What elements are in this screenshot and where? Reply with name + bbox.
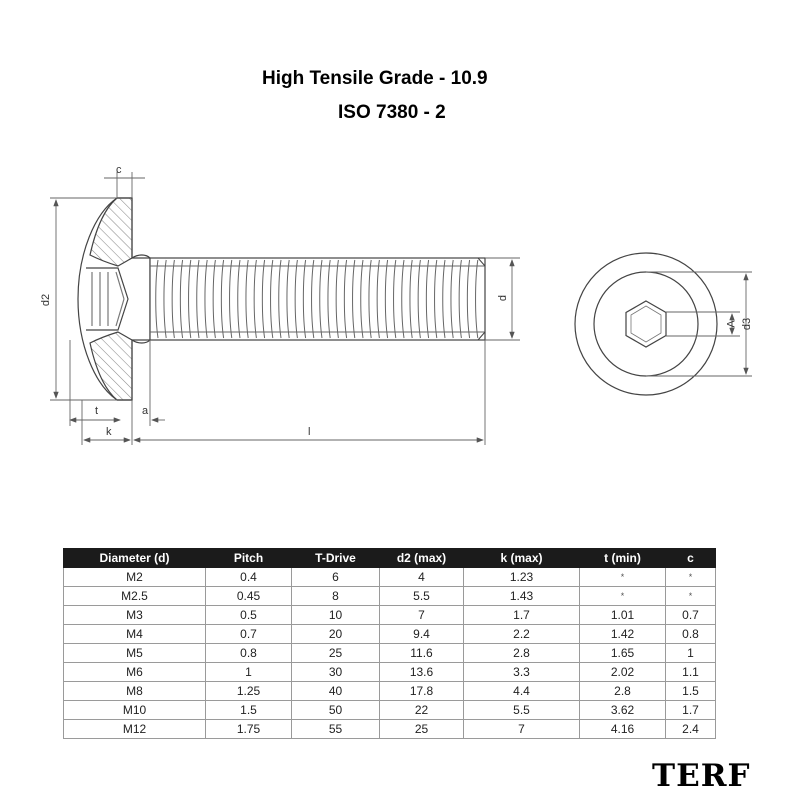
table-cell: 6 [292, 568, 380, 587]
brand-logo: TERF [652, 758, 751, 794]
table-cell: 50 [292, 701, 380, 720]
table-cell: 11.6 [380, 644, 464, 663]
table-cell: 1.01 [580, 606, 666, 625]
table-cell: 0.7 [206, 625, 292, 644]
table-cell: 2.8 [580, 682, 666, 701]
table-cell: 1.1 [666, 663, 716, 682]
table-cell: 7 [464, 720, 580, 739]
table-cell: M5 [64, 644, 206, 663]
table-cell: 25 [380, 720, 464, 739]
table-cell: 0.8 [666, 625, 716, 644]
column-header: Diameter (d) [64, 549, 206, 568]
table-row [64, 720, 716, 739]
column-header: T-Drive [292, 549, 380, 568]
dim-label-A: A [725, 320, 738, 328]
table-cell: * [580, 587, 666, 606]
table-cell: 5.5 [380, 587, 464, 606]
table-cell: 17.8 [380, 682, 464, 701]
table-cell: 1.7 [464, 606, 580, 625]
table-cell: 1.7 [666, 701, 716, 720]
table-cell: 1 [206, 663, 292, 682]
table-cell: 0.5 [206, 606, 292, 625]
screw-end-view [575, 253, 717, 395]
screw-shank-side [150, 258, 485, 340]
table-cell: 1.5 [666, 682, 716, 701]
table-cell: 40 [292, 682, 380, 701]
table-cell: 2.02 [580, 663, 666, 682]
table-cell: 8 [292, 587, 380, 606]
dim-label-d3: d3 [741, 317, 754, 331]
table-cell: 5.5 [464, 701, 580, 720]
table-cell: 1.75 [206, 720, 292, 739]
table-cell: M12 [64, 720, 206, 739]
table-cell: 0.45 [206, 587, 292, 606]
table-row [64, 701, 716, 720]
table-cell: M2.5 [64, 587, 206, 606]
title-standard: ISO 7380 - 2 [338, 102, 446, 123]
table-cell: 1.25 [206, 682, 292, 701]
table-cell: 4.4 [464, 682, 580, 701]
table-cell: M6 [64, 663, 206, 682]
table-cell: 22 [380, 701, 464, 720]
table-cell: 0.4 [206, 568, 292, 587]
table-cell: 10 [292, 606, 380, 625]
table-cell: 7 [380, 606, 464, 625]
table-cell: 1.5 [206, 701, 292, 720]
table-cell: 2.2 [464, 625, 580, 644]
dim-label-c: c [116, 164, 122, 176]
table-row [64, 682, 716, 701]
spec-table [63, 548, 716, 739]
table-cell: 55 [292, 720, 380, 739]
dim-label-k: k [106, 426, 112, 438]
table-cell: 1.65 [580, 644, 666, 663]
table-cell: 3.3 [464, 663, 580, 682]
column-header: k (max) [464, 549, 580, 568]
dim-label-t: t [95, 405, 99, 417]
table-header-row [64, 549, 716, 568]
table-cell: 1.42 [580, 625, 666, 644]
table-cell: M3 [64, 606, 206, 625]
table-cell: 1.43 [464, 587, 580, 606]
table-row [64, 568, 716, 587]
table-cell: 2.4 [666, 720, 716, 739]
table-cell: 13.6 [380, 663, 464, 682]
dim-label-a: a [142, 405, 149, 417]
dim-label-d2: d2 [40, 293, 53, 307]
table-cell: 1 [666, 644, 716, 663]
table-row [64, 663, 716, 682]
title-grade: High Tensile Grade - 10.9 [262, 68, 488, 89]
screw-head-side [78, 198, 150, 400]
table-cell: 2.8 [464, 644, 580, 663]
table-row [64, 587, 716, 606]
table-cell: * [666, 587, 716, 606]
table-cell: 0.7 [666, 606, 716, 625]
dim-label-l: l [308, 426, 311, 438]
table-cell: M10 [64, 701, 206, 720]
table-cell: 4.16 [580, 720, 666, 739]
table-cell: M4 [64, 625, 206, 644]
table-row [64, 625, 716, 644]
column-header: t (min) [580, 549, 666, 568]
table-cell: 1.23 [464, 568, 580, 587]
column-header: d2 (max) [380, 549, 464, 568]
table-cell: 4 [380, 568, 464, 587]
table-cell: 3.62 [580, 701, 666, 720]
table-cell: 25 [292, 644, 380, 663]
table-cell: * [580, 568, 666, 587]
table-row [64, 606, 716, 625]
table-row [64, 644, 716, 663]
column-header: Pitch [206, 549, 292, 568]
table-cell: M8 [64, 682, 206, 701]
dim-label-d: d [497, 294, 510, 302]
table-cell: 20 [292, 625, 380, 644]
table-cell: M2 [64, 568, 206, 587]
table-cell: 9.4 [380, 625, 464, 644]
column-header: c [666, 549, 716, 568]
table-cell: 0.8 [206, 644, 292, 663]
table-cell: * [666, 568, 716, 587]
table-cell: 30 [292, 663, 380, 682]
